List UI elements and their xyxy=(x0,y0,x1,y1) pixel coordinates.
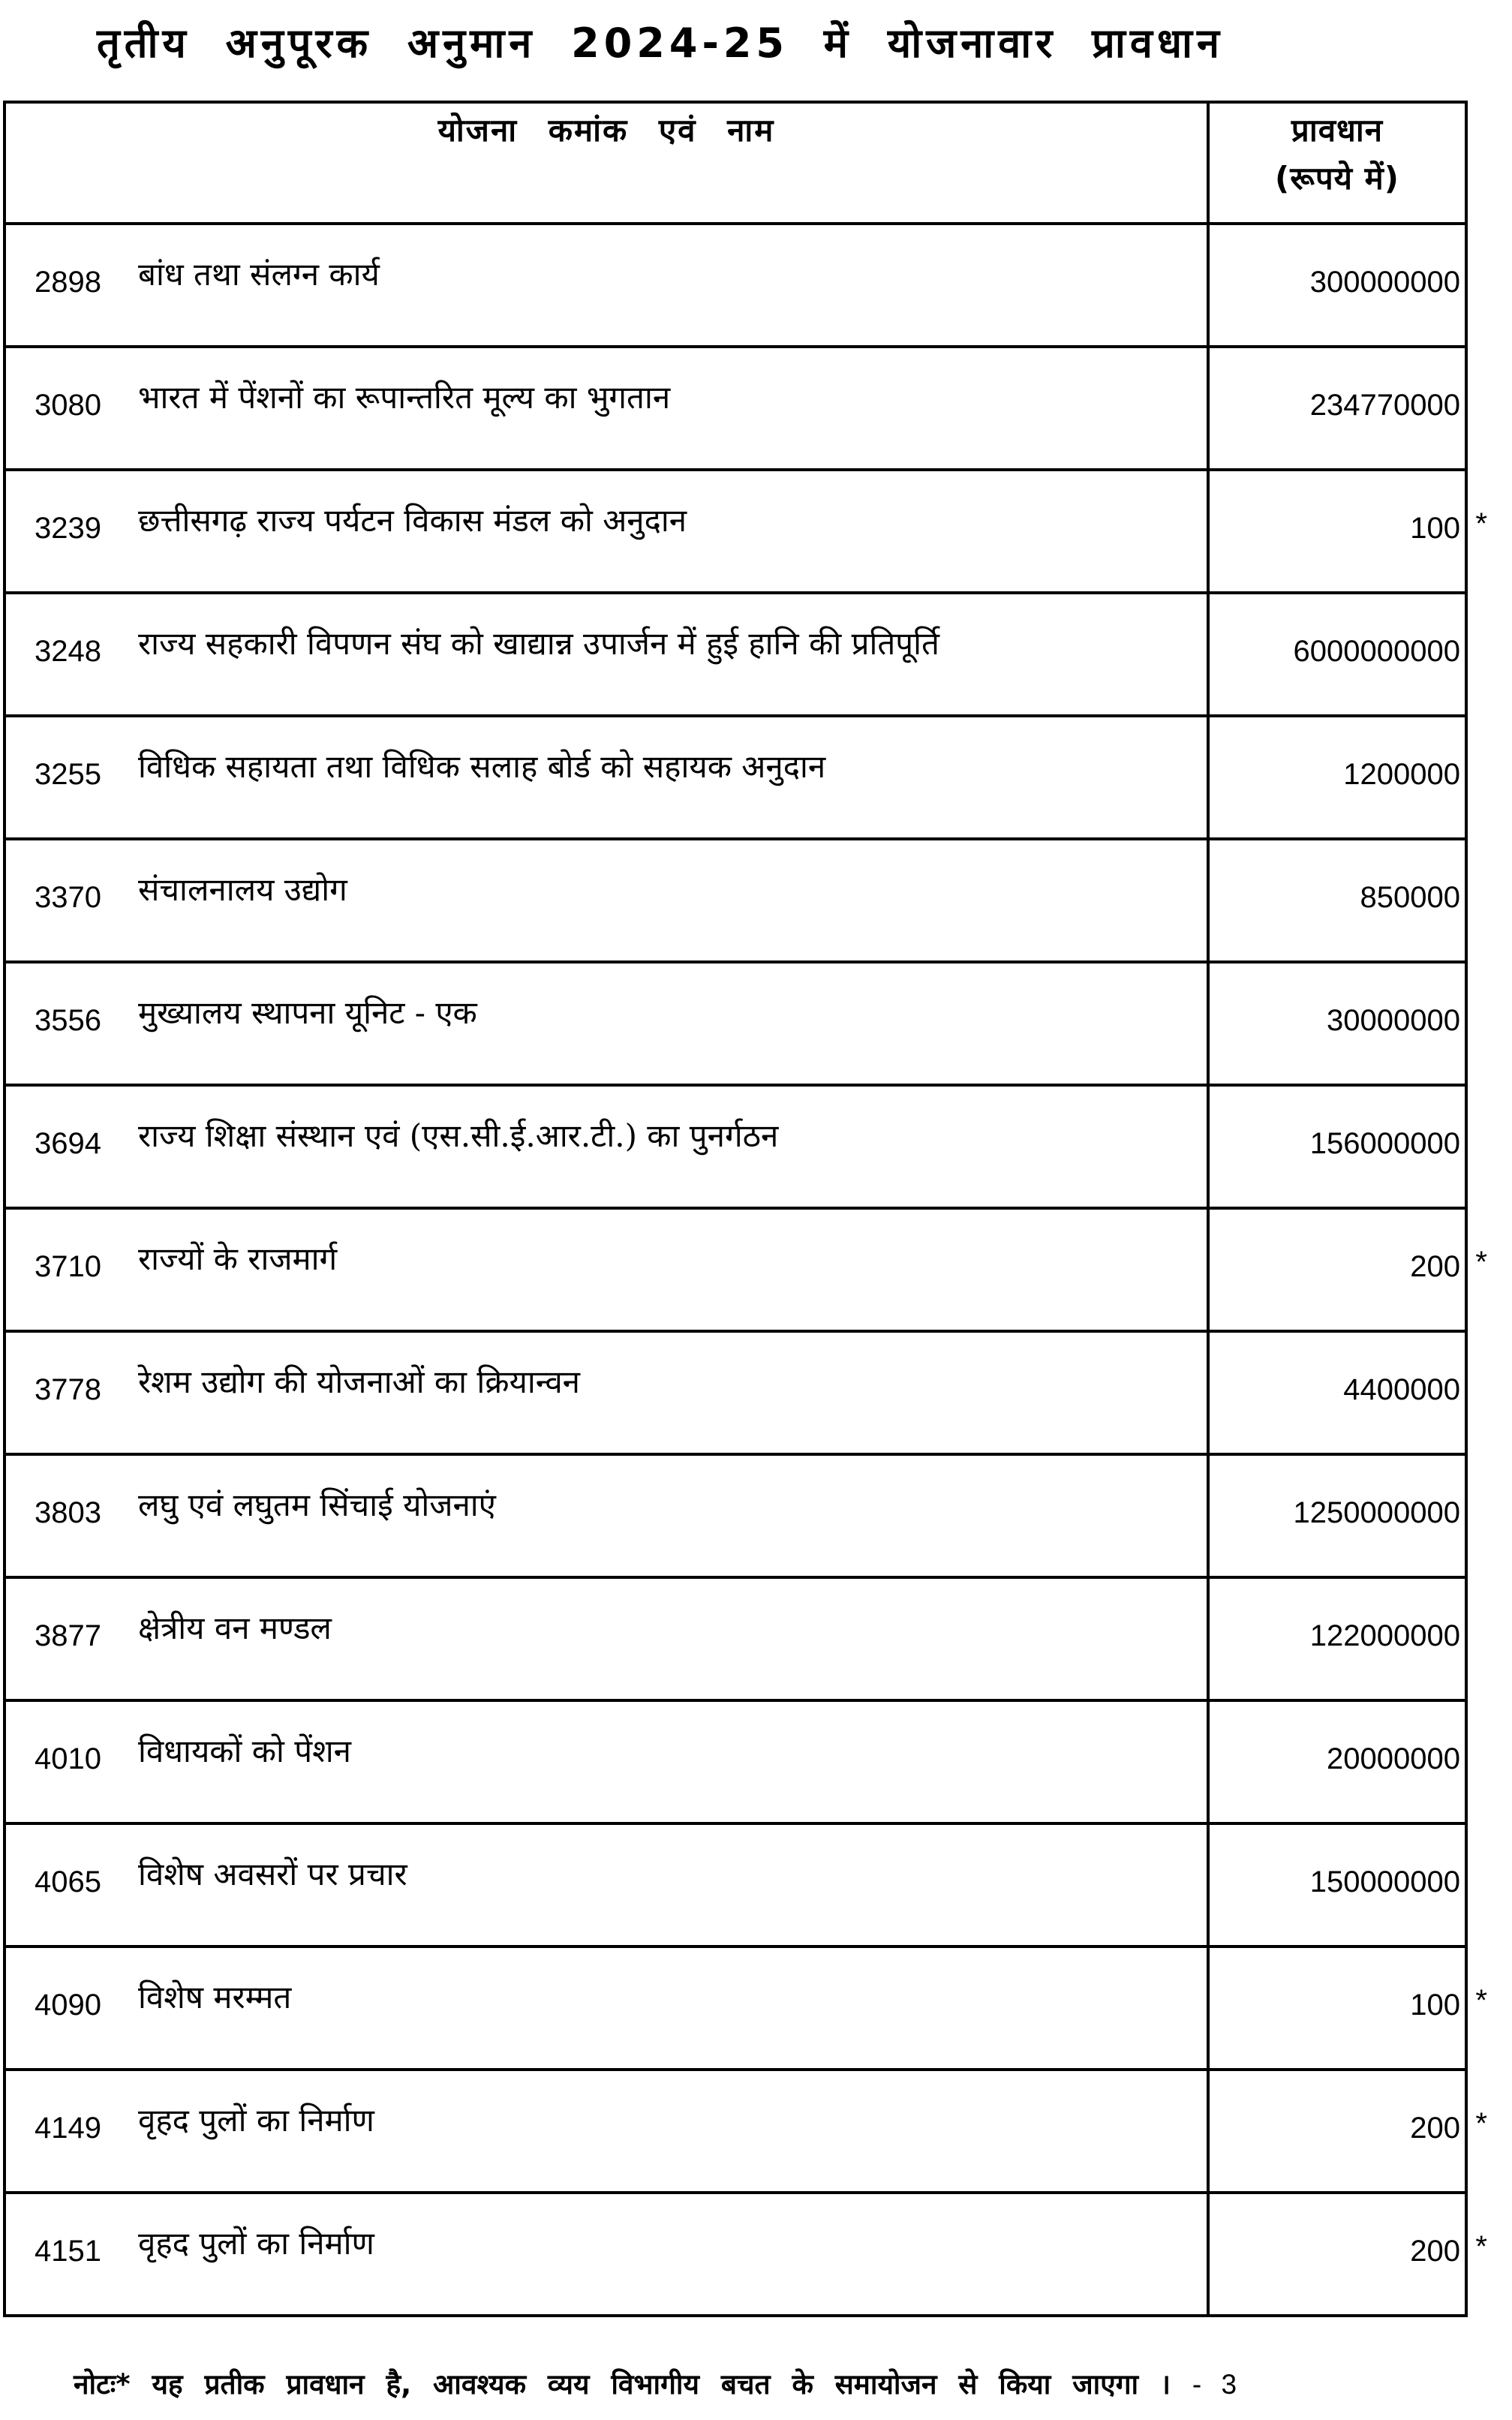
token-provision-mark: * xyxy=(1475,2107,1487,2140)
token-provision-mark: * xyxy=(1475,507,1487,540)
provision-table xyxy=(3,101,1487,2317)
scheme-cell xyxy=(6,1087,1210,1207)
table-row xyxy=(3,840,1468,963)
table-row xyxy=(3,2194,1487,2317)
scheme-name: लघु एवं लघुतम सिंचाई योजनाएं xyxy=(138,1487,496,1523)
provision-cell xyxy=(1210,1456,1465,1576)
scheme-name: क्षेत्रीय वन मण्डल xyxy=(138,1610,332,1646)
provision-cell xyxy=(1210,471,1487,591)
provision-amount: 300000000 xyxy=(1309,266,1460,299)
table-row xyxy=(3,1087,1468,1210)
scheme-code: 3248 xyxy=(35,635,101,668)
provision-cell xyxy=(1210,1087,1465,1207)
scheme-name: राज्य सहकारी विपणन संघ को खाद्यान्न उपार्जन में हुई हानि की प्रतिपूर्ति xyxy=(138,625,939,662)
scheme-code: 3803 xyxy=(35,1496,101,1529)
scheme-cell xyxy=(6,348,1210,468)
provision-header-line2: (रूपये में) xyxy=(1275,160,1399,197)
provision-cell xyxy=(1210,840,1465,960)
scheme-cell xyxy=(6,963,1210,1084)
table-body xyxy=(3,225,1487,2317)
scheme-cell xyxy=(6,840,1210,960)
provision-cell xyxy=(1210,1948,1487,2068)
scheme-code: 4065 xyxy=(35,1865,101,1898)
scheme-code: 3370 xyxy=(35,881,101,914)
table-header xyxy=(3,101,1468,225)
provision-amount: 850000 xyxy=(1360,881,1460,914)
scheme-name: विशेष अवसरों पर प्रचार xyxy=(138,1856,407,1892)
scheme-name: राज्यों के राजमार्ग xyxy=(138,1240,338,1277)
scheme-cell xyxy=(6,1333,1210,1453)
scheme-code: 3255 xyxy=(35,758,101,791)
provision-amount: 200 xyxy=(1410,1250,1460,1283)
scheme-cell xyxy=(6,1702,1210,1822)
scheme-name: संचालनालय उद्योग xyxy=(138,871,347,908)
table-row xyxy=(3,348,1468,471)
provision-amount: 100 xyxy=(1410,1989,1460,2022)
provision-amount: 20000000 xyxy=(1327,1742,1460,1775)
table-row xyxy=(3,1333,1468,1456)
scheme-name: मुख्यालय स्थापना यूनिट - एक xyxy=(138,994,477,1031)
scheme-name: रेशम उद्योग की योजनाओं का क्रियान्वन xyxy=(138,1363,580,1400)
provision-amount: 30000000 xyxy=(1327,1004,1460,1037)
scheme-name: वृहद पुलों का निर्माण xyxy=(138,2225,374,2262)
scheme-code: 3080 xyxy=(35,389,101,422)
scheme-cell xyxy=(6,471,1210,591)
scheme-cell xyxy=(6,1456,1210,1576)
provision-cell xyxy=(1210,1333,1465,1453)
token-provision-mark: * xyxy=(1475,1984,1487,2017)
scheme-cell xyxy=(6,2194,1210,2314)
provision-cell xyxy=(1210,963,1465,1084)
scheme-name: विधायकों को पेंशन xyxy=(138,1733,351,1769)
provision-cell xyxy=(1210,2071,1487,2191)
scheme-cell xyxy=(6,2071,1210,2191)
scheme-code: 3239 xyxy=(35,512,101,545)
table-row xyxy=(3,471,1487,594)
table-row xyxy=(3,1579,1468,1702)
scheme-code: 3694 xyxy=(35,1127,101,1160)
scheme-cell xyxy=(6,1825,1210,1945)
scheme-cell xyxy=(6,1579,1210,1699)
provision-cell xyxy=(1210,717,1465,837)
provision-amount: 156000000 xyxy=(1309,1127,1460,1160)
scheme-cell xyxy=(6,717,1210,837)
table-row xyxy=(3,1456,1468,1579)
provision-amount: 122000000 xyxy=(1309,1619,1460,1652)
provision-amount: 6000000000 xyxy=(1293,635,1460,668)
scheme-code: 4010 xyxy=(35,1742,101,1775)
provision-amount: 1200000 xyxy=(1343,758,1460,791)
provision-amount: 200 xyxy=(1410,2112,1460,2145)
provision-cell xyxy=(1210,1825,1465,1945)
scheme-code: 3556 xyxy=(35,1004,101,1037)
scheme-code: 2898 xyxy=(35,266,101,299)
scheme-cell xyxy=(6,594,1210,714)
provision-cell xyxy=(1210,1579,1465,1699)
scheme-name: भारत में पेंशनों का रूपान्तरित मूल्य का भुगतान xyxy=(138,379,671,416)
scheme-name: राज्य शिक्षा संस्थान एवं (एस.सी.ई.आर.टी.) का पुनर्गठन xyxy=(138,1117,779,1154)
footnote xyxy=(74,2364,1237,2402)
scheme-code: 4090 xyxy=(35,1989,101,2022)
scheme-name: बांध तथा संलग्न कार्य xyxy=(138,256,380,293)
scheme-cell xyxy=(6,1210,1210,1330)
scheme-column-header: योजना कमांक एवं नाम xyxy=(6,104,1210,222)
provision-amount: 1250000000 xyxy=(1293,1496,1460,1529)
provision-amount: 200 xyxy=(1410,2235,1460,2268)
provision-cell xyxy=(1210,594,1465,714)
scheme-name: वृहद पुलों का निर्माण xyxy=(138,2102,374,2139)
table-row xyxy=(3,717,1468,840)
page-title: तृतीय अनुपूरक अनुमान 2024-25 में योजनावार प्रावधान xyxy=(96,20,1225,67)
scheme-code: 3778 xyxy=(35,1373,101,1406)
provision-amount: 234770000 xyxy=(1309,389,1460,422)
scheme-code: 4149 xyxy=(35,2112,101,2145)
scheme-name: विशेष मरम्मत xyxy=(138,1979,292,2016)
table-row xyxy=(3,2071,1487,2194)
table-row xyxy=(3,963,1468,1087)
footnote-text: नोटः* यह प्रतीक प्रावधान है, आवश्यक व्यय विभागीय बचत के समायोजन से किया जाएगा । xyxy=(74,2368,1171,2400)
scheme-name: छत्तीसगढ़ राज्य पर्यटन विकास मंडल को अनुदान xyxy=(138,502,687,539)
provision-cell xyxy=(1210,1702,1465,1822)
provision-column-header xyxy=(1210,104,1465,222)
scheme-code: 4151 xyxy=(35,2235,101,2268)
token-provision-mark: * xyxy=(1475,2230,1487,2263)
provision-cell xyxy=(1210,1210,1487,1330)
provision-header-line1: प्रावधान xyxy=(1291,112,1384,149)
provision-cell xyxy=(1210,2194,1487,2314)
provision-cell xyxy=(1210,348,1465,468)
table-row xyxy=(3,594,1468,717)
provision-amount: 100 xyxy=(1410,512,1460,545)
scheme-name: विधिक सहायता तथा विधिक सलाह बोर्ड को सहायक अनुदान xyxy=(138,748,826,785)
provision-amount: 4400000 xyxy=(1343,1373,1460,1406)
scheme-code: 3877 xyxy=(35,1619,101,1652)
table-row xyxy=(3,1825,1468,1948)
token-provision-mark: * xyxy=(1475,1246,1487,1279)
table-row xyxy=(3,1702,1468,1825)
table-row xyxy=(3,1210,1487,1333)
provision-cell xyxy=(1210,225,1465,345)
page-number: - 3 xyxy=(1192,2369,1237,2400)
provision-amount: 150000000 xyxy=(1309,1865,1460,1898)
scheme-code: 3710 xyxy=(35,1250,101,1283)
table-row xyxy=(3,225,1468,348)
scheme-cell xyxy=(6,225,1210,345)
table-row xyxy=(3,1948,1487,2071)
scheme-cell xyxy=(6,1948,1210,2068)
